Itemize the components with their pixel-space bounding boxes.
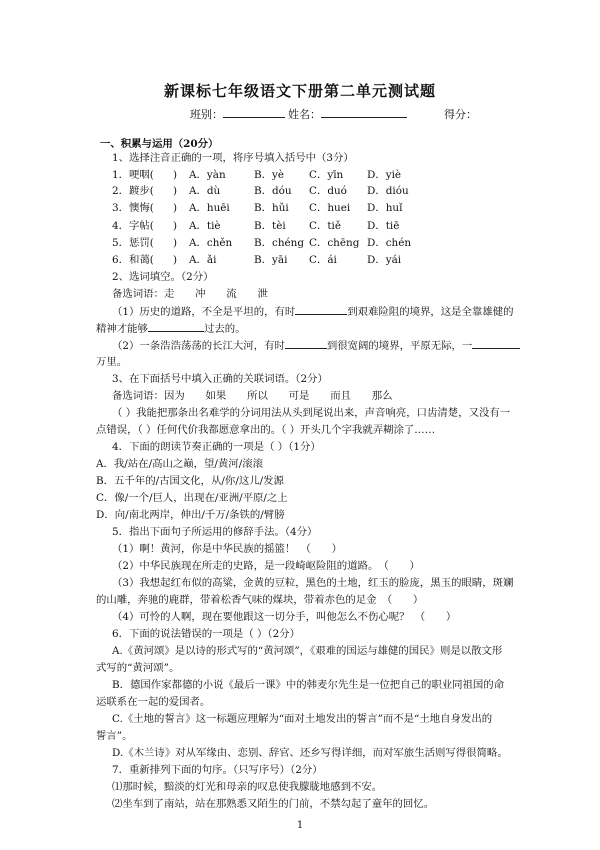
q1-option-c: C．huei [309, 202, 351, 214]
q5-stem: 5．指出下面句子所运用的修辞手法。（4分） [112, 526, 318, 538]
name-blank[interactable] [321, 106, 407, 118]
name-label: 姓名： [288, 108, 321, 121]
q4-stem: 4．下面的朗读节奏正确的一项是（ ）（1分） [112, 441, 321, 453]
page-number: 1 [296, 820, 304, 831]
q6-option-b: B．德国作家都德的小说《最后一课》中的韩麦尔先生是一位把自己的职业同祖国的命 [112, 679, 505, 691]
q2-stem: 2、选词填空。（2分） [112, 271, 214, 283]
q2-text: （1）历史的道路，不全是平坦的，有时 [112, 306, 296, 318]
q1-option-c: C．duó [309, 185, 347, 197]
q1-option-d: D．tiē [367, 220, 400, 232]
q3-stem: 3、在下面括号中填入正确的关联词语。（2分） [112, 373, 328, 385]
class-field [190, 106, 285, 122]
q4-option-b: B．五千年的/古国文化，从/你/这儿/发源 [96, 475, 284, 487]
q1-option-d: D．yái [367, 254, 402, 266]
q5-item-3: （3）我想起红布似的高粱，金黄的豆粒，黑色的土地，红玉的脸庞，黑玉的眼睛，斑斓 [112, 577, 514, 589]
q7-sentence-1: ⑴那时候，黯淡的灯光和母亲的叹息使我朦胧地感到不安。 [112, 781, 383, 793]
q2-text: （2）一条浩浩荡荡的长江大河，有时 [112, 340, 285, 352]
q1-close: ) [173, 185, 178, 197]
score-field [444, 106, 477, 122]
q1-option-a: A．tiè [189, 220, 221, 232]
q1-option-b: B．yāi [254, 254, 288, 266]
q2-blank-4[interactable] [472, 338, 520, 349]
class-label: 班别： [190, 108, 223, 121]
q5-item-3-cont: 的山雕，奔驰的鹿群，带着松香气味的煤块，带着赤色的足金 （ ） [96, 594, 424, 606]
q3-options: 备选词语：因为 如果 所以 可是 而且 那么 [112, 390, 393, 402]
q6-option-a-cont: 式写的“黄河颂”。 [96, 662, 180, 674]
q1-option-c: C．ái [309, 254, 337, 266]
q1-word: 3．懊悔( [112, 202, 154, 214]
q1-close: ) [173, 169, 178, 181]
q1-word: 5．惩罚( [112, 237, 154, 249]
q1-word: 1．哽咽( [112, 169, 154, 181]
q1-word: 6．和蔼( [112, 254, 154, 266]
q2-text: 到很宽阔的境界，平原无际，一 [326, 340, 473, 352]
q5-item-4: （4）可怜的人啊，现在要他跟这一切分手，叫他怎么不伤心呢？ （ ） [112, 611, 457, 623]
q1-option-a: A．chěn [189, 237, 233, 249]
q2-blank-3[interactable] [285, 338, 327, 349]
q2-sentence-2-cont: 万里。 [96, 356, 128, 368]
q2-options: 备选词语：走 冲 流 泄 [112, 288, 268, 300]
q2-blank-2[interactable] [148, 321, 204, 332]
q1-option-b: B．yè [254, 169, 285, 181]
q2-text: 精神才能够 [96, 323, 148, 335]
q1-option-c: C．chēng [309, 237, 360, 249]
q6-option-c: C.《土地的誓言》这一标题应理解为“面对土地发出的誓言”而不是“土地自身发出的 [112, 713, 493, 725]
name-field [288, 106, 407, 122]
q2-sentence-1-cont [96, 321, 246, 336]
class-blank[interactable] [223, 106, 285, 118]
q1-close: ) [173, 220, 178, 232]
q5-item-2: （2）中华民族现在所走的史路，是一段崎岖险阻的道路。 （ ） [112, 560, 420, 572]
q1-option-c: C．yīn [309, 169, 344, 181]
q1-option-d: D．huǐ [367, 202, 403, 214]
q1-word: 4．字帖( [112, 220, 154, 232]
section-heading: 一、积累与运用（20分） [100, 138, 219, 150]
q1-option-c: C．tiě [309, 220, 341, 232]
q1-option-a: A．dù [189, 185, 221, 197]
q1-close: ) [173, 254, 178, 266]
q7-sentence-2: ⑵坐车到了南站，站在那熟悉又陌生的门前，不禁勾起了童年的回忆。 [112, 798, 435, 810]
q6-option-a: A.《黄河颂》是以诗的形式写的“黄河颂”，《艰难的国运与雄健的国民》则是以散文形 [112, 645, 503, 657]
q1-option-d: D．chén [367, 237, 412, 249]
q3-text-1: （ ）我能把那条出名难学的分词用法从头到尾说出来，声音响亮，口齿清楚，又没有一 [112, 407, 511, 419]
q1-option-b: B．hǔi [254, 202, 289, 214]
q2-sentence-1 [112, 304, 514, 319]
q1-option-a: A．ǎi [189, 254, 217, 266]
q3-text-2: 点错误，（ ）任何代价我都愿意拿出的。（ ）开头几个字我就弄糊涂了…… [96, 424, 436, 436]
q1-close: ) [173, 202, 178, 214]
q1-word: 2．踱步( [112, 185, 154, 197]
q6-option-d: D.《木兰诗》对从军缘由、恋别、辞官、还乡写得详细，而对军旅生活则写得很简略。 [112, 747, 508, 759]
q4-option-a: A．我/站在/高山之巅，望/黄河/滚滚 [96, 458, 263, 470]
q6-option-c-cont: 誓言”。 [96, 730, 133, 742]
q1-close: ) [173, 237, 178, 249]
q1-option-b: B．dóu [254, 185, 292, 197]
q1-option-b: B．chéng [254, 237, 305, 249]
q1-option-a: A．yàn [189, 169, 226, 181]
q1-option-b: B．tèi [254, 220, 286, 232]
q1-option-a: A．huēi [189, 202, 230, 214]
q1-stem: 1、选择注音正确的一项，将序号填入括号中（3分） [112, 152, 354, 164]
q1-option-d: D．yiè [367, 169, 402, 181]
q1-option-d: D．dióu [367, 185, 409, 197]
score-label: 得分： [444, 108, 477, 121]
q4-option-c: C．像/一个/巨人，出现在/亚洲/平原/之上 [96, 492, 288, 504]
exam-title: 新课标七年级语文下册第二单元测试题 [163, 82, 436, 100]
q4-option-d: D．向/南北两岸，伸出/千万/条铁的/臂膀 [96, 509, 285, 521]
q6-option-b-cont: 运联系在一起的爱国者。 [96, 696, 211, 708]
q2-text: 过去的。 [203, 323, 246, 335]
q2-text: 到艰难险阻的境界，这是全靠雄健的 [347, 306, 514, 318]
q6-stem: 6．下面的说法错误的一项是（ ）（2分） [112, 628, 300, 640]
q2-sentence-2 [112, 338, 520, 353]
q5-item-1: （1）啊！黄河，你是中华民族的摇篮！ （ ） [112, 543, 343, 555]
q2-blank-1[interactable] [295, 304, 347, 315]
q7-stem: 7．重新排列下面的句序。（只写序号）（2分） [112, 764, 323, 776]
